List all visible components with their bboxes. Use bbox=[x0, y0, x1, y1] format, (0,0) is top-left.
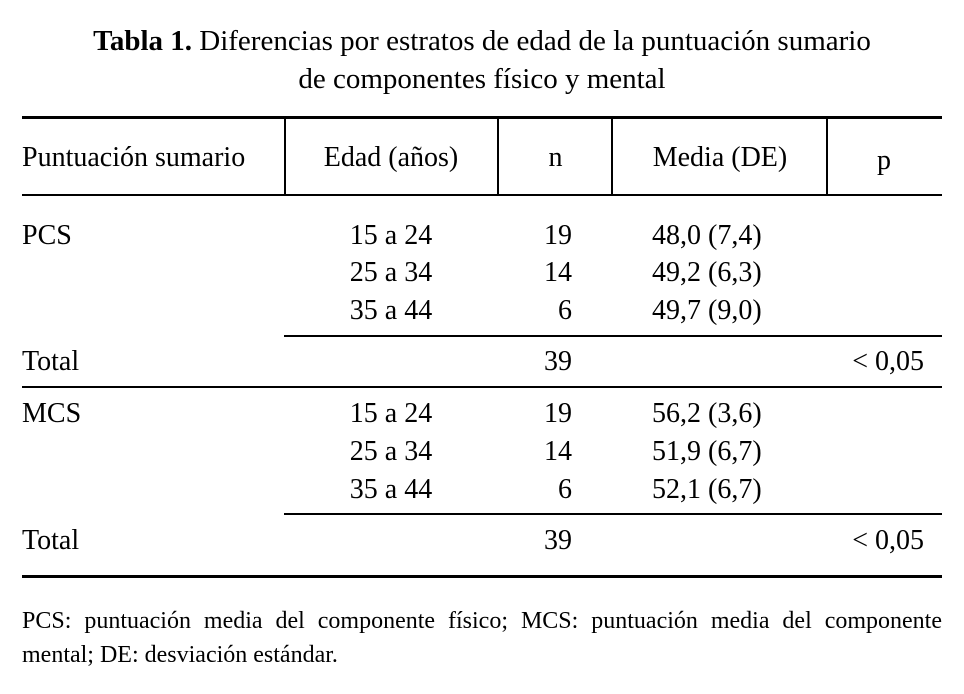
mcs-total-label: Total bbox=[22, 525, 80, 556]
bottom-rule bbox=[22, 575, 942, 578]
table-title bbox=[0, 22, 964, 98]
pcs-group-rule bbox=[22, 386, 942, 388]
table-footnote: PCS: puntuación media del componente físico; MCS: puntuación media del componente mental; DE: desviación estándar. bbox=[22, 608, 942, 668]
mcs-n-3: 6 bbox=[558, 474, 572, 505]
mcs-total-n: 39 bbox=[544, 525, 572, 556]
pcs-total-n: 39 bbox=[544, 346, 572, 377]
pcs-subtotal-rule bbox=[284, 335, 942, 337]
pcs-mean-1: 48,0 (7,4) bbox=[652, 220, 762, 251]
header-score: Puntuación sumario bbox=[22, 142, 246, 173]
header-age: Edad (años) bbox=[323, 142, 459, 173]
header-n: n bbox=[548, 142, 563, 173]
pcs-mean-2: 49,2 (6,3) bbox=[652, 257, 762, 288]
pcs-age-1: 15 a 24 bbox=[349, 220, 433, 251]
pcs-total-p: < 0,05 bbox=[852, 346, 924, 377]
mcs-subtotal-rule bbox=[284, 513, 942, 515]
header-rule bbox=[22, 194, 942, 196]
pcs-n-2: 14 bbox=[544, 257, 572, 288]
mcs-mean-1: 56,2 (3,6) bbox=[652, 398, 762, 429]
pcs-age-3: 35 a 44 bbox=[349, 295, 433, 326]
mcs-n-2: 14 bbox=[544, 436, 572, 467]
pcs-mean-3: 49,7 (9,0) bbox=[652, 295, 762, 326]
header-mean: Media (DE) bbox=[652, 142, 788, 173]
mcs-total-p: < 0,05 bbox=[852, 525, 924, 556]
group-label-mcs: MCS bbox=[22, 398, 82, 429]
mcs-age-2: 25 a 34 bbox=[349, 436, 433, 467]
pcs-total-label: Total bbox=[22, 346, 80, 377]
pcs-age-2: 25 a 34 bbox=[349, 257, 433, 288]
mcs-age-3: 35 a 44 bbox=[349, 474, 433, 505]
group-label-pcs: PCS bbox=[22, 220, 72, 251]
table-label: Tabla 1. bbox=[93, 25, 193, 57]
mcs-mean-3: 52,1 (6,7) bbox=[652, 474, 762, 505]
table-title-line2: de componentes físico y mental bbox=[298, 63, 666, 95]
pcs-n-1: 19 bbox=[544, 220, 572, 251]
mcs-age-1: 15 a 24 bbox=[349, 398, 433, 429]
table-title-line1: Diferencias por estratos de edad de la puntuación sumario bbox=[199, 25, 871, 57]
mcs-n-1: 19 bbox=[544, 398, 572, 429]
top-rule bbox=[22, 116, 942, 119]
header-p: p bbox=[877, 145, 891, 176]
pcs-n-3: 6 bbox=[558, 295, 572, 326]
mcs-mean-2: 51,9 (6,7) bbox=[652, 436, 762, 467]
